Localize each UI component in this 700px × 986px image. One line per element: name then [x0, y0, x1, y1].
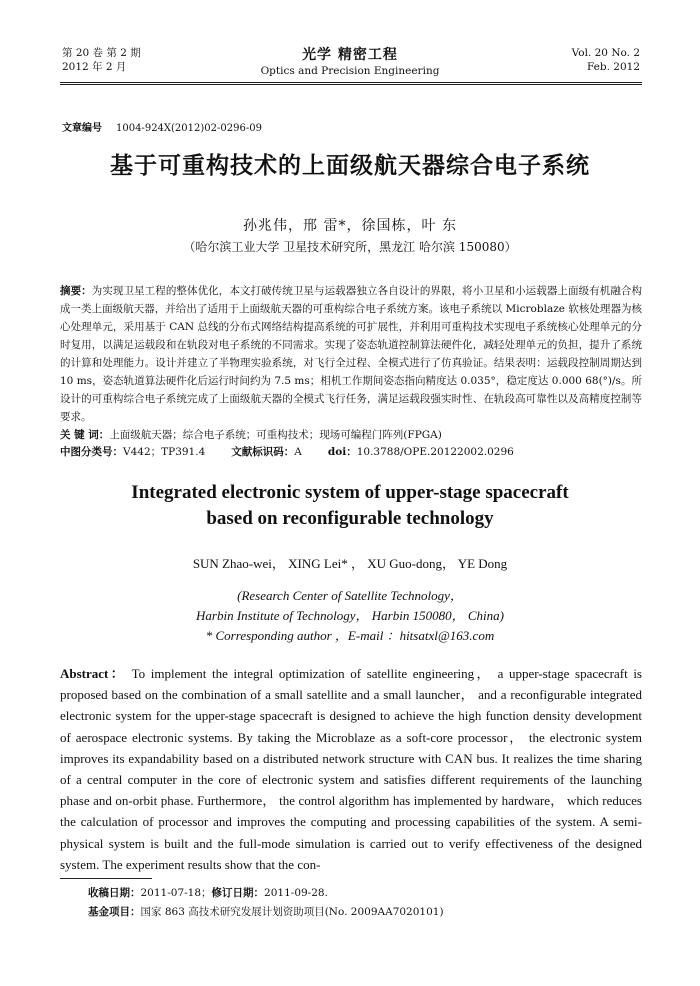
doi-value: 10.3788/OPE.20122002.0296 [356, 446, 514, 458]
article-number [62, 119, 262, 134]
page-title-en [0, 480, 700, 532]
footnote-dates [88, 886, 642, 901]
article-number-label: 文章编号 [62, 123, 102, 134]
header-rule-bottom [60, 84, 642, 85]
doccode-label: 文献标识码： [231, 446, 295, 458]
affiliation-en [0, 586, 700, 646]
abstract-en [60, 663, 642, 875]
doi-label: doi： [327, 446, 357, 458]
date-cn: 2012 年 2 月 [62, 61, 127, 73]
fund-label: 基金项目： [88, 906, 141, 918]
journal-name-en: Optics and Precision Engineering [260, 65, 440, 77]
classification-line [60, 444, 642, 461]
abstract-en-text: To implement the integral optimization of satellite engineering， a upper-stage spacecraft is proposed based on the combination of a small satellite and a small launcher， and a reconfigurable integrated electronic system for the upper-stage spacecraft is designed to achieve the high function density development of aerospace electronic systems. By taking the Microblaze as a soft-core processor， the electronic system improves its expandability based on a distributed network structure with CAN bus. It realizes the time sharing of a central computer in the core of electronic system and satisfies different requirements of the launching phase and on-orbit phase. Furthermore， the control algorithm has implemented by hardware， which reduces the calculation of processor and improves the computing and processing capabilities of the system. A semi-physical system is built and the full-mode simulation is carried out to verify effectiveness of the designed system. The experiment results show that the con- [60, 666, 642, 872]
keywords-label: 关 键 词： [60, 429, 110, 441]
abstract-cn-text: 为实现卫星工程的整体优化，本文打破传统卫星与运载器独立各自设计的界限，将小卫星和小运载器上面级有机融合构成一类上面级航天器，并给出了适用于上面级航天器的可重构综合电子系统方案。该电子系统以 Microblaze 软核处理器为核心处理单元，采用基于 CAN 总线的分布式网络结构提高系统的可扩展性，并利用可重构技术实现电子系统核心处理单元的分时复用，以满足运载段和在轨段对电子系统的不同需求。实现了姿态轨道控制算法硬件化，减轻处理单元的负担，提升了系统的计算和处理能力。设计并建立了半物理实验系统，对飞行全过程、全模式进行了仿真验证。结果表明：运载段控制周期达到 10 ms，姿态轨道算法硬件化后运行时间约为 7.5 ms；相机工作期间姿态指向精度达 0.035°，稳定度达 0.000 68(°)/s。所设计的可重构综合电子系统完成了上面级航天器的全模式飞行任务，满足运载段强实时性、在轨段高可靠性以及高精度控制等要求。 [60, 285, 642, 423]
keywords-cn [60, 427, 642, 444]
affiliation-cn: （哈尔滨工业大学 卫星技术研究所，黑龙江 哈尔滨 150080） [183, 240, 517, 254]
clc-label: 中图分类号： [60, 446, 123, 458]
doccode-value: A [294, 446, 302, 458]
page-title-cn: 基于可重构技术的上面级航天器综合电子系统 [110, 153, 590, 179]
revised-date: 2011-09-28. [264, 887, 328, 899]
authors-en: SUN Zhao-wei， XING Lei* ， XU Guo-dong， YE Dong [192, 556, 508, 571]
title-en-line2: based on reconfigurable technology [206, 508, 494, 529]
volume-issue-en: Vol. 20 No. 2 [571, 47, 640, 59]
revised-label: 修订日期： [211, 887, 265, 899]
header-rule-top [60, 82, 642, 83]
fund-text: 国家 863 高技术研究发展计划资助项目(No. 2009AA7020101) [140, 906, 444, 918]
journal-name-cn: 光学 精密工程 [302, 47, 398, 63]
abstract-cn [60, 282, 642, 426]
received-label: 收稿日期： [88, 887, 141, 899]
header-volume-en [572, 46, 640, 74]
date-en: Feb. 2012 [586, 61, 640, 73]
abstract-cn-label: 摘要： [60, 285, 92, 297]
footnote-fund [88, 905, 642, 920]
affiliation-en-line1: (Research Center of Satellite Technology， [237, 588, 463, 603]
footnote-rule [60, 878, 152, 879]
affiliation-en-line2: Harbin Institute of Technology， Harbin 150080， China) [196, 608, 504, 623]
title-en-line1: Integrated electronic system of upper-stage spacecraft [131, 482, 569, 503]
clc-value: V442；TP391.4 [123, 446, 206, 458]
keywords-text: 上面级航天器；综合电子系统；可重构技术；现场可编程门阵列(FPGA) [109, 429, 442, 441]
corresponding-author: * Corresponding author ，E-mail ：hitsatxl@163.com [205, 628, 495, 643]
abstract-en-label: Abstract： [60, 666, 127, 681]
article-number-value: 1004-924X(2012)02-0296-09 [116, 123, 262, 134]
volume-issue-cn: 第 20 卷 第 2 期 [62, 47, 141, 59]
received-date: 2011-07-18； [140, 887, 212, 899]
authors-cn: 孙兆伟，邢 雷*，徐国栋，叶 东 [243, 218, 457, 234]
